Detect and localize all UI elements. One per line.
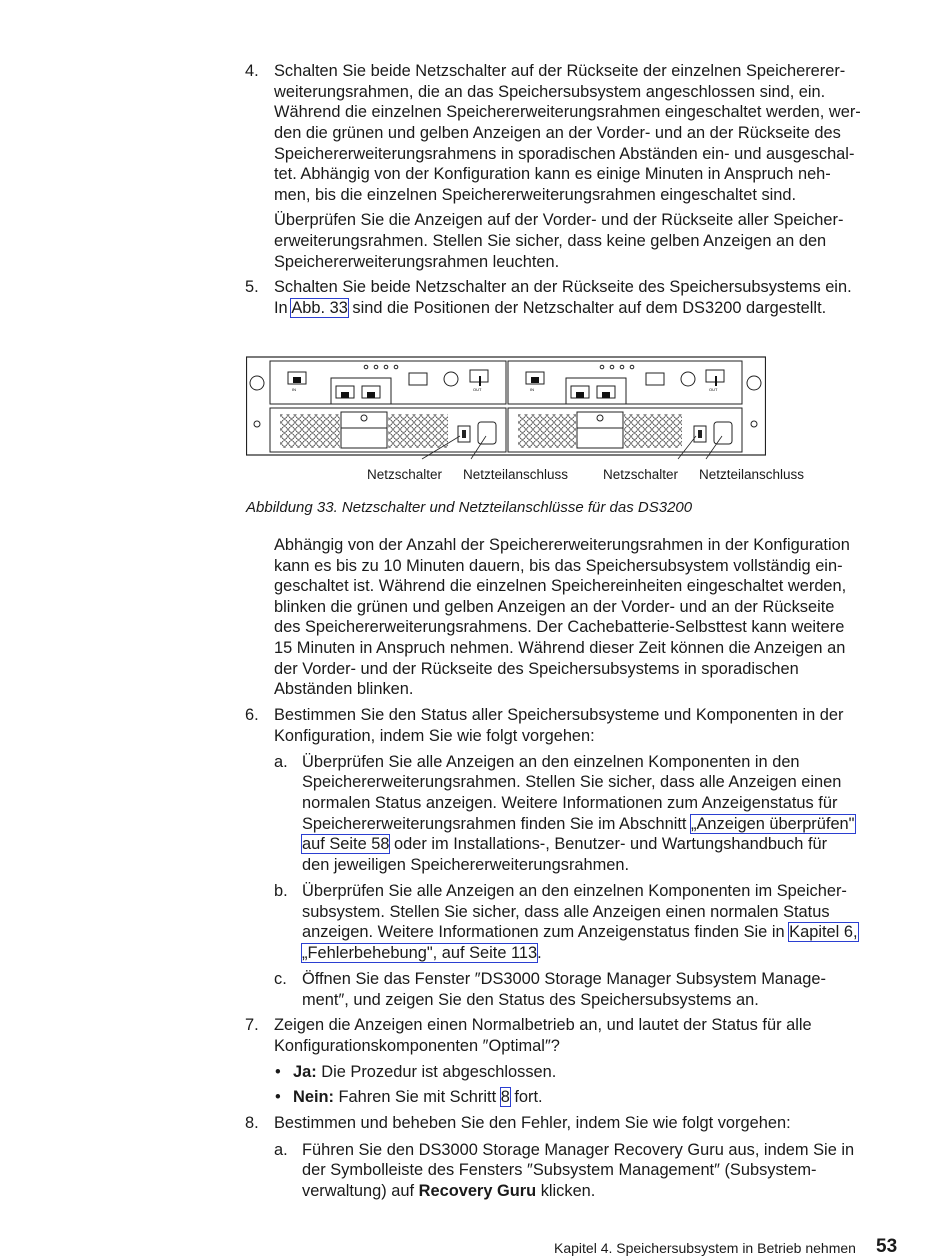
text: sind die Positionen der Netzschalter auf dem DS3200 dargestellt.: [347, 299, 827, 317]
power-connector: [714, 422, 732, 444]
body-line: geschaltet ist. Während die einzelnen Speichereinheiten eingeschaltet werden,: [274, 577, 847, 595]
step-5-line: [274, 298, 826, 319]
substep-line: Speichererweiterungsrahmen. Stellen Sie sicher, dass alle Anzeigen einen: [302, 773, 842, 791]
body-line: Abständen blinken.: [274, 680, 414, 698]
answer-yes: [293, 1062, 556, 1083]
step-4-line: weiterungsrahmen, die an das Speichersubsystem angeschlossen sind, ein.: [274, 83, 826, 101]
figure-caption: Abbildung 33. Netzschalter und Netzteilanschlüsse für das DS3200: [246, 499, 693, 516]
page-number: 53: [876, 1236, 898, 1257]
substep-c-label: c.: [274, 970, 287, 988]
text: Fahren Sie mit Schritt: [333, 1088, 501, 1106]
text: anzeigen. Weitere Informationen zum Anzeigenstatus finden Sie in: [302, 923, 790, 941]
step-4-line: den die grünen und gelben Anzeigen an der Vorder- und an der Rückseite des: [274, 124, 841, 142]
substep-line: der Symbolleiste des Fensters ″Subsystem Management″ (Subsystem-: [302, 1161, 817, 1179]
text: In: [274, 299, 292, 317]
body-line: des Speichererweiterungsrahmens. Der Cachebatterie-Selbsttest kann weitere: [274, 618, 845, 636]
port-label: OUT: [473, 387, 482, 392]
text: Speichererweiterungsrahmen finden Sie im Abschnitt: [302, 815, 692, 833]
body-line: der Vorder- und der Rückseite des Speichersubsystems in sporadischen: [274, 660, 799, 678]
step-4-line: Schalten Sie beide Netzschalter auf der Rückseite der einzelnen Speichererer-: [274, 62, 846, 80]
text: Ja:: [293, 1063, 317, 1081]
substep-line: Überprüfen Sie alle Anzeigen an den einzelnen Komponenten in den: [302, 753, 800, 771]
substep-line: Führen Sie den DS3000 Storage Manager Recovery Guru aus, indem Sie in: [302, 1141, 855, 1159]
controller-right: [508, 361, 742, 404]
substep-a-label: a.: [274, 753, 288, 771]
step-6-line: Konfiguration, indem Sie wie folgt vorgehen:: [274, 727, 595, 745]
label-power-switch: Netzschalter: [367, 467, 443, 482]
footer-chapter: Kapitel 4. Speichersubsystem in Betrieb nehmen: [554, 1240, 856, 1256]
substep-line: [302, 834, 827, 855]
controller-left: [270, 361, 506, 404]
step-7-number: 7.: [245, 1016, 259, 1034]
step-4-line: men, bis die einzelnen Speichererweiterungsrahmen eingeschaltet sind.: [274, 186, 797, 204]
answer-no: [293, 1087, 543, 1108]
substep-line: [302, 943, 542, 964]
text: .: [537, 944, 542, 962]
step-7-line: Zeigen die Anzeigen einen Normalbetrieb an, und lautet der Status für alle: [274, 1016, 812, 1034]
step-8-line: Bestimmen und beheben Sie den Fehler, indem Sie wie folgt vorgehen:: [274, 1114, 791, 1132]
substep-line: [302, 814, 855, 835]
substep-line: Öffnen Sie das Fenster ″DS3000 Storage Manager Subsystem Manage-: [302, 970, 826, 988]
body-line: Abhängig von der Anzahl der Speichererweiterungsrahmen in der Konfiguration: [274, 536, 850, 554]
step-4-line: Während die einzelnen Speichererweiterungsrahmen eingeschaltet werden, wer-: [274, 103, 861, 121]
substep-line: [302, 922, 858, 943]
step-4-check-line: Überprüfen Sie die Anzeigen auf der Vorder- und der Rückseite aller Speicher-: [274, 211, 844, 229]
body-line: 15 Minuten in Anspruch nehmen. Während dieser Zeit können die Anzeigen an: [274, 639, 846, 657]
step-6-line: Bestimmen Sie den Status aller Speichersubsysteme und Komponenten in der: [274, 706, 844, 724]
text: fort.: [509, 1088, 543, 1106]
port-label: IN: [292, 387, 296, 392]
substep-line: den jeweiligen Speichererweiterungsrahmen.: [302, 856, 630, 874]
link-fehlerbehebung[interactable]: „Fehlerbehebung", auf Seite 113: [302, 944, 538, 962]
text: oder im Installations-, Benutzer- und Wartungshandbuch für: [389, 835, 828, 853]
power-supply-left: [270, 408, 506, 452]
step-4-number: 4.: [245, 62, 259, 80]
substep-line: Überprüfen Sie alle Anzeigen an den einzelnen Komponenten im Speicher-: [302, 882, 847, 900]
text: Die Prozedur ist abgeschlossen.: [316, 1063, 557, 1081]
label-power-connector: Netzteilanschluss: [699, 467, 805, 482]
ds3200-rear-figure: [246, 356, 766, 460]
port-label: IN: [530, 387, 534, 392]
text: Recovery Guru: [418, 1182, 537, 1200]
bullet: •: [275, 1088, 281, 1106]
step-8-number: 8.: [245, 1114, 259, 1132]
substep-line: [302, 1181, 595, 1202]
power-supply-right: [508, 408, 742, 452]
step-4-check-line: Speichererweiterungsrahmen leuchten.: [274, 253, 560, 271]
power-connector: [478, 422, 496, 444]
label-power-switch: Netzschalter: [603, 467, 679, 482]
substep-a-label: a.: [274, 1141, 288, 1159]
link-anzeigen-ueberpruefen[interactable]: „Anzeigen überprüfen": [691, 815, 855, 833]
step-4-check-line: erweiterungsrahmen. Stellen Sie sicher, dass keine gelben Anzeigen an den: [274, 232, 827, 250]
step-5-line: Schalten Sie beide Netzschalter an der Rückseite des Speichersubsystems ein.: [274, 278, 852, 296]
step-4-line: Speichererweiterungsrahmens in sporadischen Abständen ein- und ausgeschal-: [274, 145, 855, 163]
substep-line: ment″, und zeigen Sie den Status des Speichersubsystems an.: [302, 991, 759, 1009]
label-power-connector: Netzteilanschluss: [463, 467, 569, 482]
step-4-line: tet. Abhängig von der Konfiguration kann es einige Minuten in Anspruch neh-: [274, 165, 831, 183]
text: verwaltung) auf: [302, 1182, 419, 1200]
link-step-8[interactable]: 8: [500, 1088, 510, 1106]
port-label: OUT: [709, 387, 718, 392]
figure-33-link[interactable]: Abb. 33: [291, 299, 348, 317]
substep-line: normalen Status anzeigen. Weitere Informationen zum Anzeigenstatus für: [302, 794, 838, 812]
link-kapitel-6[interactable]: Kapitel 6,: [789, 923, 858, 941]
body-line: blinken die grünen und gelben Anzeigen an der Vorder- und an der Rückseite: [274, 598, 835, 616]
step-7-line: Konfigurationskomponenten ″Optimal″?: [274, 1037, 560, 1055]
bullet: •: [275, 1063, 281, 1081]
substep-b-label: b.: [274, 882, 288, 900]
text: klicken.: [536, 1182, 596, 1200]
step-6-number: 6.: [245, 706, 259, 724]
link-seite-58[interactable]: auf Seite 58: [302, 835, 390, 853]
step-5-number: 5.: [245, 278, 259, 296]
substep-line: subsystem. Stellen Sie sicher, dass alle Anzeigen einen normalen Status: [302, 903, 830, 921]
text: Nein:: [293, 1088, 334, 1106]
body-line: kann es bis zu 10 Minuten dauern, bis das Speichersubsystem vollständig ein-: [274, 557, 843, 575]
